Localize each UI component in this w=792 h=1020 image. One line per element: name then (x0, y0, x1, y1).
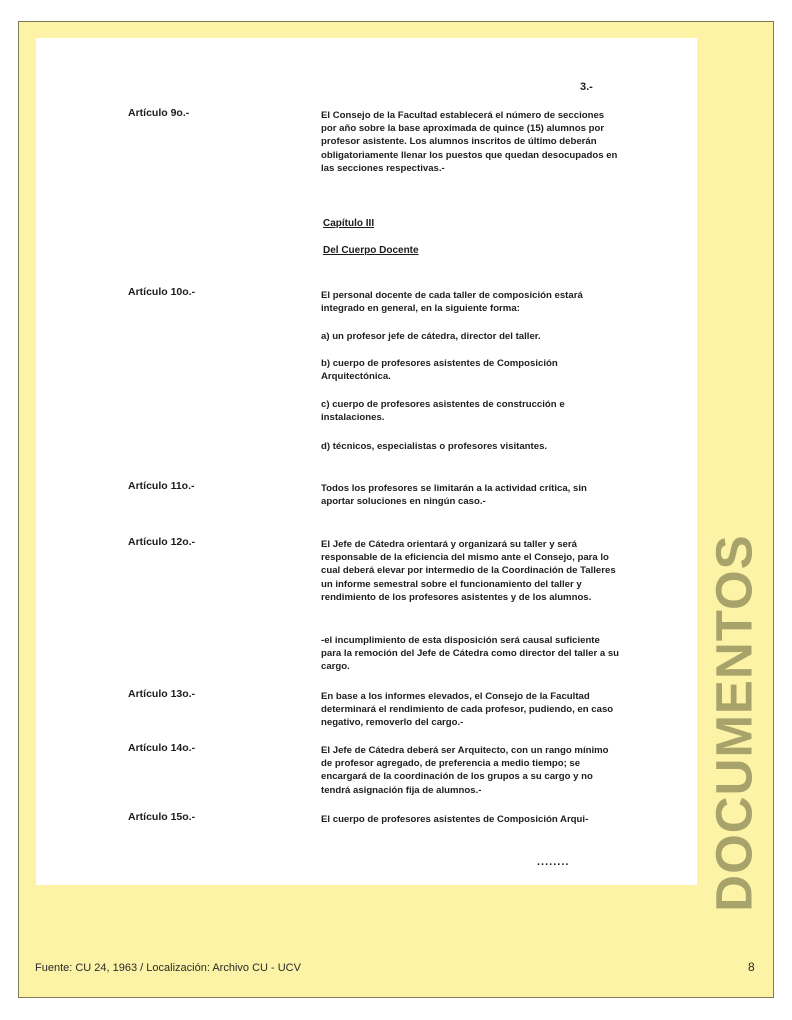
article-15-text: El cuerpo de profesores asistentes de Composición Arqui- (321, 814, 589, 825)
sidebar-title: DOCUMENTOS (705, 533, 763, 912)
article-10-text-1: El personal docente de cada taller de composición estará integrado en general, en la siguiente forma: (321, 290, 583, 315)
article-15-label: Artículo 15o.- (128, 811, 196, 823)
article-12-text-1: El Jefe de Cátedra orientará y organizará su taller y será responsable de la eficiencia del mismo ante el Consejo, para lo cual deberá elevar por intermedio de la Coordinación de Talleres un informe semestral sobre el funcionamiento del taller y rendimiento de los profesores asistentes y de los alumnos. (321, 539, 616, 603)
article-11-text: Todos los profesores se limitarán a la actividad crítica, sin aportar soluciones en ningún caso.- (321, 483, 587, 508)
article-13-label: Artículo 13o.- (128, 688, 196, 700)
page-number: 8 (748, 960, 755, 974)
chapter-title: Capítulo III (323, 218, 375, 229)
chapter-subtitle: Del Cuerpo Docente (323, 245, 419, 256)
article-10-text-5: d) técnicos, especialistas o profesores visitantes. (321, 441, 548, 452)
article-11-label: Artículo 11o.- (128, 480, 195, 492)
article-9-text: El Consejo de la Facultad establecerá el número de secciones por año sobre la base aproximada de quince (15) alumnos por profesor asistente. Los alumnos inscritos de último deberán obligatoriamente llenar los puestos que quedan desocupados en las secciones respectivas.- (321, 110, 618, 174)
sidebar-title-box (701, 525, 767, 920)
article-10-text-3: b) cuerpo de profesores asistentes de Composición Arquitectónica. (321, 358, 558, 383)
article-14-label: Artículo 14o.- (128, 742, 196, 754)
article-12-label: Artículo 12o.- (128, 536, 196, 548)
article-10-text-2: a) un profesor jefe de cátedra, director del taller. (321, 331, 541, 342)
article-13-text: En base a los informes elevados, el Consejo de la Facultad determinará el rendimiento de cada profesor, pudiendo, en caso negativo, removerlo del cargo.- (321, 691, 614, 729)
article-10-label: Artículo 10o.- (128, 286, 196, 298)
article-12-text-2: -el incumplimiento de esta disposición será causal suficiente para la remoción del Jefe de Cátedra como director del taller a su cargo. (321, 635, 620, 673)
article-14-text: El Jefe de Cátedra deberá ser Arquitecto, con un rango mínimo de profesor agregado, de preferencia a medio tiempo; se encargará de la coordinación de los grupos a su cargo y no tendrá asignación fija de alumnos.- (321, 745, 609, 796)
article-10-text-4: c) cuerpo de profesores asistentes de construcción e instalaciones. (321, 399, 565, 424)
continuation-dots: ........ (537, 856, 570, 868)
article-9-label: Artículo 9o.- (128, 107, 190, 119)
source-citation: Fuente: CU 24, 1963 / Localización: Archivo CU - UCV (35, 962, 301, 974)
document-page-number: 3.- (580, 81, 593, 93)
